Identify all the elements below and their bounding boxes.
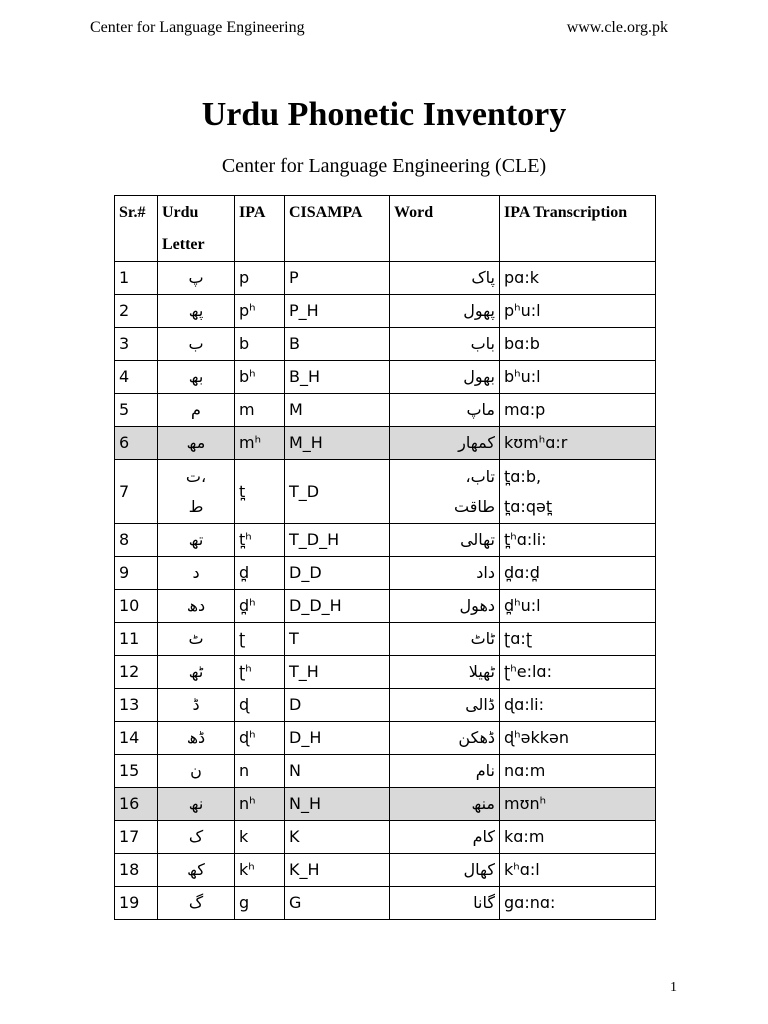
- cell-ipa: k: [235, 821, 285, 854]
- cell-word: داد: [390, 557, 500, 590]
- cell-cisampa: D_D: [285, 557, 390, 590]
- cell-urdu-letter: ڈھ: [158, 722, 235, 755]
- cell-sr: 17: [115, 821, 158, 854]
- cell-ipa-transcription: gɑ:nɑ:: [500, 887, 656, 920]
- page-number: 1: [670, 980, 677, 995]
- cell-word: پاک: [390, 262, 500, 295]
- cell-sr: 16: [115, 788, 158, 821]
- cell-cisampa: D_H: [285, 722, 390, 755]
- cell-ipa-transcription: ɖɑ:li:: [500, 689, 656, 722]
- table-row: [115, 755, 656, 788]
- cell-sr: 5: [115, 394, 158, 427]
- cell-cisampa: T: [285, 623, 390, 656]
- cell-cisampa: M: [285, 394, 390, 427]
- cell-ipa-transcription: pɑ:k: [500, 262, 656, 295]
- cell-word: نام: [390, 755, 500, 788]
- cell-cisampa: P_H: [285, 295, 390, 328]
- cell-sr: 2: [115, 295, 158, 328]
- cell-urdu-letter: کھ: [158, 854, 235, 887]
- table-row: [115, 623, 656, 656]
- table-row: [115, 295, 656, 328]
- cell-sr: 12: [115, 656, 158, 689]
- cell-ipa-transcription: pʰu:l: [500, 295, 656, 328]
- cell-urdu-letter: ٹ: [158, 623, 235, 656]
- cell-urdu-letter: پ: [158, 262, 235, 295]
- col-header-urdu-letter: Urdu Letter: [158, 196, 235, 262]
- cell-word: پھول: [390, 295, 500, 328]
- cell-ipa-transcription: bʰu:l: [500, 361, 656, 394]
- table-row: [115, 460, 656, 524]
- cell-ipa-transcription: kɑ:m: [500, 821, 656, 854]
- cell-ipa: ʈʰ: [235, 656, 285, 689]
- cell-ipa: d̪ʰ: [235, 590, 285, 623]
- cell-word: ڈھکن: [390, 722, 500, 755]
- cell-ipa: d̪: [235, 557, 285, 590]
- cell-word: ماپ: [390, 394, 500, 427]
- cell-cisampa: K: [285, 821, 390, 854]
- cell-cisampa: T_H: [285, 656, 390, 689]
- cell-cisampa: G: [285, 887, 390, 920]
- cell-ipa: ɖ: [235, 689, 285, 722]
- cell-urdu-letter: ک: [158, 821, 235, 854]
- cell-cisampa: N: [285, 755, 390, 788]
- table-row: [115, 722, 656, 755]
- cell-ipa: t̪ʰ: [235, 524, 285, 557]
- cell-ipa: ɖʰ: [235, 722, 285, 755]
- word-line: طاقت: [454, 496, 495, 516]
- page-title: Urdu Phonetic Inventory: [201, 96, 567, 133]
- cell-ipa-transcription: bɑ:b: [500, 328, 656, 361]
- cell-word: کھال: [390, 854, 500, 887]
- cell-word: کام: [390, 821, 500, 854]
- cell-ipa-transcription: [500, 460, 656, 524]
- cell-urdu-letter: مھ: [158, 427, 235, 460]
- cell-cisampa: T_D_H: [285, 524, 390, 557]
- table-row: [115, 262, 656, 295]
- cell-sr: 18: [115, 854, 158, 887]
- cell-cisampa: B_H: [285, 361, 390, 394]
- table-header-row: [115, 196, 656, 262]
- cell-urdu-letter: نھ: [158, 788, 235, 821]
- cell-word: ٹھیلا: [390, 656, 500, 689]
- table-row: [115, 361, 656, 394]
- cell-ipa: b: [235, 328, 285, 361]
- cell-urdu-letter: ن: [158, 755, 235, 788]
- table-row: [115, 656, 656, 689]
- table-row: [115, 427, 656, 460]
- cell-word: منھ: [390, 788, 500, 821]
- word-line: تاب،: [465, 466, 495, 486]
- cell-sr: 7: [115, 460, 158, 524]
- cell-urdu-letter: دھ: [158, 590, 235, 623]
- cell-sr: 19: [115, 887, 158, 920]
- cell-word: کمھار: [390, 427, 500, 460]
- header-url: www.cle.org.pk: [566, 19, 668, 36]
- cell-sr: 4: [115, 361, 158, 394]
- cell-cisampa: M_H: [285, 427, 390, 460]
- cell-ipa-transcription: ʈʰe:lɑ:: [500, 656, 656, 689]
- col-header-ipa: IPA: [235, 196, 285, 262]
- col-header-cisampa: CISAMPA: [285, 196, 390, 262]
- phonetic-inventory-table: [114, 195, 656, 920]
- cell-urdu-letter: ڈ: [158, 689, 235, 722]
- cell-ipa-transcription: mʊnʰ: [500, 788, 656, 821]
- cell-sr: 10: [115, 590, 158, 623]
- table-row: [115, 788, 656, 821]
- urdu-letter-line: ط: [188, 496, 204, 516]
- cell-sr: 13: [115, 689, 158, 722]
- table-row: [115, 821, 656, 854]
- cell-cisampa: K_H: [285, 854, 390, 887]
- cell-ipa: kʰ: [235, 854, 285, 887]
- header-org-name: Center for Language Engineering: [90, 19, 305, 36]
- cell-word: [390, 460, 500, 524]
- cell-word: باب: [390, 328, 500, 361]
- cell-word: دھول: [390, 590, 500, 623]
- cell-ipa: n: [235, 755, 285, 788]
- table-row: [115, 887, 656, 920]
- cell-ipa-transcription: t̪ʰɑ:li:: [500, 524, 656, 557]
- col-header-ipa-transcription: IPA Transcription: [500, 196, 656, 262]
- cell-urdu-letter: ب: [158, 328, 235, 361]
- cell-urdu-letter: د: [158, 557, 235, 590]
- page-subtitle: Center for Language Engineering (CLE): [221, 155, 547, 177]
- table-row: [115, 854, 656, 887]
- cell-ipa: t̪: [235, 460, 285, 524]
- col-header-word: Word: [390, 196, 500, 262]
- table-row: [115, 524, 656, 557]
- table-row: [115, 394, 656, 427]
- cell-ipa: p: [235, 262, 285, 295]
- col-header-sr: Sr.#: [115, 196, 158, 262]
- cell-ipa: nʰ: [235, 788, 285, 821]
- cell-sr: 8: [115, 524, 158, 557]
- table-row: [115, 590, 656, 623]
- cell-cisampa: D_D_H: [285, 590, 390, 623]
- cell-sr: 3: [115, 328, 158, 361]
- urdu-letter-line: ت،: [185, 466, 207, 486]
- cell-sr: 1: [115, 262, 158, 295]
- transcription-line: t̪ɑ:b,: [504, 466, 542, 486]
- cell-urdu-letter: ٹھ: [158, 656, 235, 689]
- cell-cisampa: P: [285, 262, 390, 295]
- cell-urdu-letter: گ: [158, 887, 235, 920]
- cell-ipa-transcription: kʊmʰɑ:r: [500, 427, 656, 460]
- cell-cisampa: T_D: [285, 460, 390, 524]
- cell-sr: 14: [115, 722, 158, 755]
- cell-ipa-transcription: ɖʰəkkən: [500, 722, 656, 755]
- cell-word: ٹاٹ: [390, 623, 500, 656]
- cell-urdu-letter: پھ: [158, 295, 235, 328]
- cell-sr: 9: [115, 557, 158, 590]
- cell-cisampa: B: [285, 328, 390, 361]
- cell-ipa: m: [235, 394, 285, 427]
- cell-cisampa: N_H: [285, 788, 390, 821]
- cell-ipa: g: [235, 887, 285, 920]
- cell-ipa-transcription: ʈɑ:ʈ: [500, 623, 656, 656]
- cell-ipa: pʰ: [235, 295, 285, 328]
- cell-sr: 11: [115, 623, 158, 656]
- cell-ipa: ʈ: [235, 623, 285, 656]
- cell-ipa-transcription: d̪ʰu:l: [500, 590, 656, 623]
- cell-ipa-transcription: d̪ɑ:d̪: [500, 557, 656, 590]
- cell-sr: 6: [115, 427, 158, 460]
- cell-urdu-letter: تھ: [158, 524, 235, 557]
- cell-word: ڈالی: [390, 689, 500, 722]
- cell-ipa-transcription: mɑ:p: [500, 394, 656, 427]
- cell-word: تھالی: [390, 524, 500, 557]
- cell-word: گانا: [390, 887, 500, 920]
- transcription-line: t̪ɑ:qət̪: [504, 496, 553, 516]
- cell-ipa-transcription: kʰɑ:l: [500, 854, 656, 887]
- cell-ipa: mʰ: [235, 427, 285, 460]
- cell-cisampa: D: [285, 689, 390, 722]
- table-row: [115, 557, 656, 590]
- table-row: [115, 328, 656, 361]
- cell-urdu-letter: م: [158, 394, 235, 427]
- cell-word: بھول: [390, 361, 500, 394]
- cell-urdu-letter: بھ: [158, 361, 235, 394]
- cell-sr: 15: [115, 755, 158, 788]
- cell-urdu-letter: [158, 460, 235, 524]
- cell-ipa: bʰ: [235, 361, 285, 394]
- table-row: [115, 689, 656, 722]
- cell-ipa-transcription: nɑ:m: [500, 755, 656, 788]
